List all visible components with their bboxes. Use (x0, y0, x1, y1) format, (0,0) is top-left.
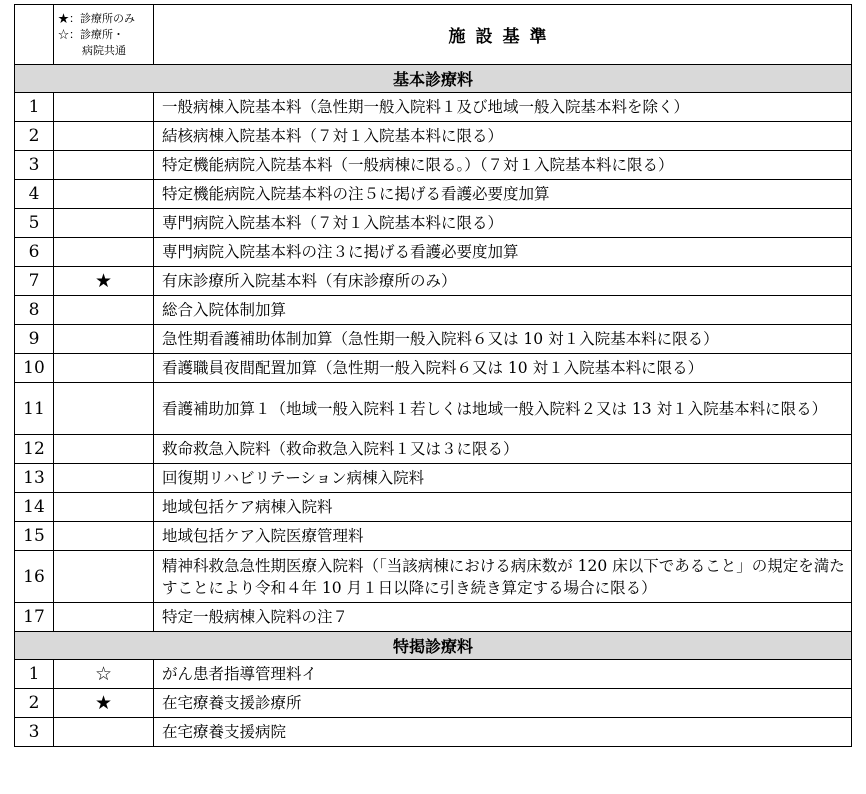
row-mark (54, 151, 154, 180)
table-row (15, 551, 852, 603)
table-row (15, 93, 852, 122)
row-number: 16 (15, 551, 54, 603)
row-mark (54, 464, 154, 493)
row-facility-name: 地域包括ケア病棟入院料 (154, 493, 852, 522)
table-row (15, 151, 852, 180)
row-mark (54, 238, 154, 267)
table-row (15, 267, 852, 296)
row-number: 6 (15, 238, 54, 267)
row-number: 8 (15, 296, 54, 325)
row-facility-name: がん患者指導管理料イ (154, 660, 852, 689)
table-row (15, 718, 852, 747)
table-row (15, 435, 852, 464)
row-number: 5 (15, 209, 54, 238)
section-title: 基本診療料 (15, 65, 852, 93)
row-mark (54, 493, 154, 522)
row-number: 14 (15, 493, 54, 522)
row-number: 15 (15, 522, 54, 551)
section-header-row (15, 65, 852, 93)
section-title: 特掲診療料 (15, 632, 852, 660)
row-facility-name: 専門病院入院基本料の注３に掲げる看護必要度加算 (154, 238, 852, 267)
row-mark (54, 551, 154, 603)
column-title: 施設基準 (154, 5, 852, 65)
table-row (15, 209, 852, 238)
row-facility-name: 有床診療所入院基本料（有床診療所のみ） (154, 267, 852, 296)
row-mark: ☆ (54, 660, 154, 689)
table-row (15, 383, 852, 435)
row-number: 11 (15, 383, 54, 435)
row-mark: ★ (54, 267, 154, 296)
legend-hollow-star: ☆：診療所・ (58, 27, 124, 41)
row-mark (54, 209, 154, 238)
row-mark (54, 354, 154, 383)
row-number: 17 (15, 603, 54, 632)
row-mark (54, 122, 154, 151)
header-number-cell (15, 5, 54, 65)
row-number: 2 (15, 122, 54, 151)
row-mark (54, 325, 154, 354)
row-mark (54, 522, 154, 551)
table-row (15, 122, 852, 151)
row-facility-name: 在宅療養支援病院 (154, 718, 852, 747)
row-number: 3 (15, 718, 54, 747)
row-facility-name: 救命救急入院料（救命救急入院料１又は３に限る） (154, 435, 852, 464)
row-mark (54, 180, 154, 209)
table-row (15, 325, 852, 354)
table-row (15, 603, 852, 632)
row-facility-name: 特定機能病院入院基本料の注５に掲げる看護必要度加算 (154, 180, 852, 209)
table-row (15, 464, 852, 493)
table-row (15, 180, 852, 209)
legend-cell (54, 5, 154, 65)
row-number: 10 (15, 354, 54, 383)
row-facility-name: 一般病棟入院基本料（急性期一般入院料１及び地域一般入院基本料を除く） (154, 93, 852, 122)
row-number: 12 (15, 435, 54, 464)
row-mark: ★ (54, 689, 154, 718)
row-mark (54, 383, 154, 435)
row-number: 1 (15, 93, 54, 122)
table-row (15, 296, 852, 325)
row-facility-name: 在宅療養支援診療所 (154, 689, 852, 718)
row-number: 7 (15, 267, 54, 296)
table-row (15, 354, 852, 383)
table-row (15, 660, 852, 689)
row-mark (54, 603, 154, 632)
row-facility-name: 結核病棟入院基本料（７対１入院基本料に限る） (154, 122, 852, 151)
row-facility-name: 特定機能病院入院基本料（一般病棟に限る。）（７対１入院基本料に限る） (154, 151, 852, 180)
row-number: 4 (15, 180, 54, 209)
row-facility-name: 看護職員夜間配置加算（急性期一般入院料６又は 10 対１入院基本料に限る） (154, 354, 852, 383)
row-facility-name: 特定一般病棟入院料の注７ (154, 603, 852, 632)
row-mark (54, 718, 154, 747)
row-number: 1 (15, 660, 54, 689)
facility-standards-table (14, 4, 852, 747)
table-row (15, 238, 852, 267)
row-mark (54, 93, 154, 122)
row-facility-name: 総合入院体制加算 (154, 296, 852, 325)
row-number: 2 (15, 689, 54, 718)
row-facility-name: 回復期リハビリテーション病棟入院料 (154, 464, 852, 493)
row-number: 9 (15, 325, 54, 354)
row-facility-name: 看護補助加算１（地域一般入院料１若しくは地域一般入院料２又は 13 対１入院基本料に限る） (154, 383, 852, 435)
row-facility-name: 急性期看護補助体制加算（急性期一般入院料６又は 10 対１入院基本料に限る） (154, 325, 852, 354)
header-row (15, 5, 852, 65)
row-mark (54, 435, 154, 464)
row-number: 13 (15, 464, 54, 493)
row-facility-name: 精神科救急急性期医療入院料（「当該病棟における病床数が 120 床以下であること」の規定を満たすことにより令和４年 10 月１日以降に引き続き算定する場合に限る） (154, 551, 852, 603)
row-mark (54, 296, 154, 325)
row-facility-name: 地域包括ケア入院医療管理料 (154, 522, 852, 551)
section-header-row (15, 632, 852, 660)
row-facility-name: 専門病院入院基本料（７対１入院基本料に限る） (154, 209, 852, 238)
row-number: 3 (15, 151, 54, 180)
legend-star: ★：診療所のみ (58, 11, 135, 25)
legend-hollow-star-cont: 病院共通 (82, 43, 126, 57)
table-row (15, 689, 852, 718)
table-row (15, 522, 852, 551)
table-row (15, 493, 852, 522)
